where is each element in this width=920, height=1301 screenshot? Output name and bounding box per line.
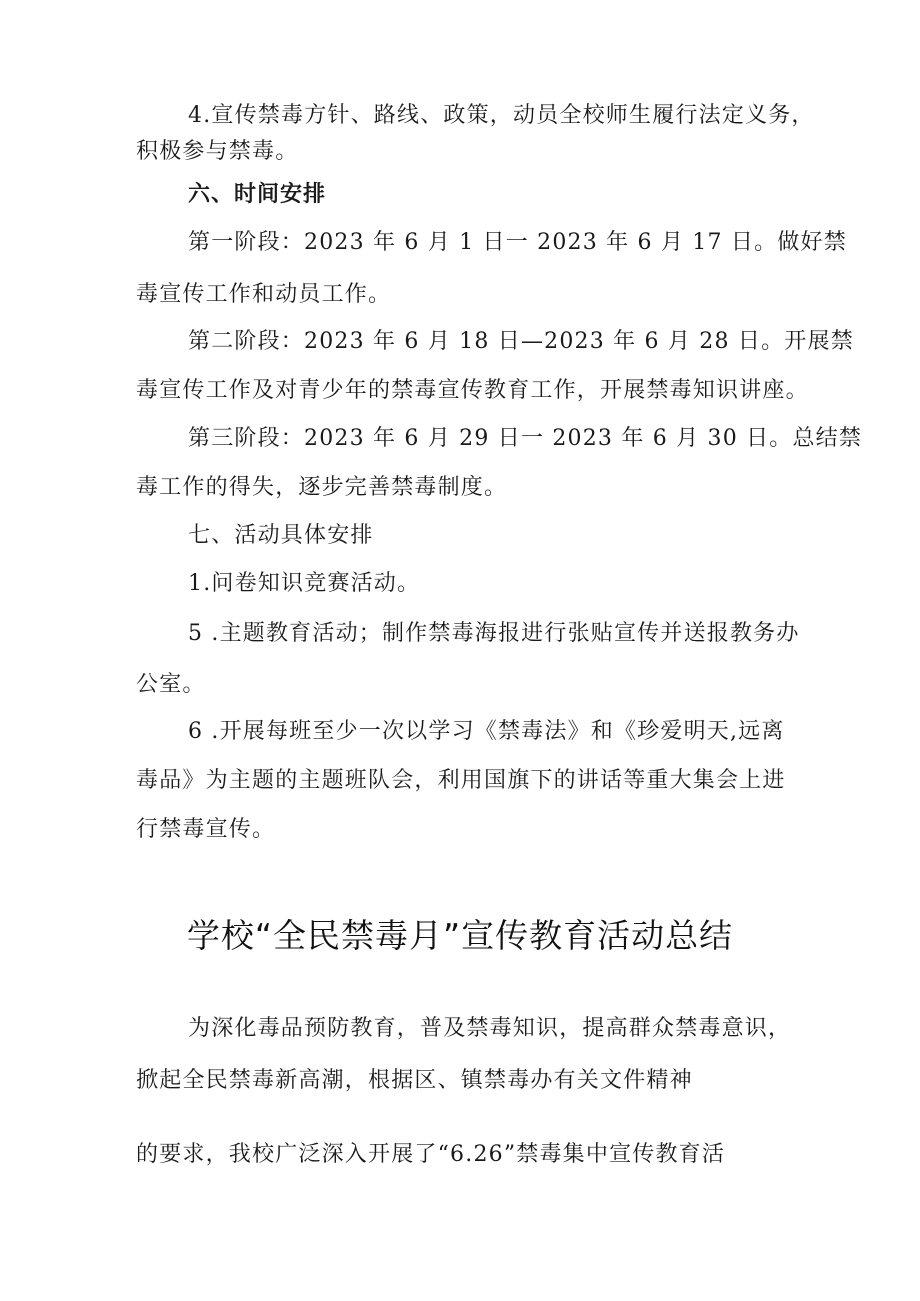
heading-activities: 七、活动具体安排 (188, 523, 374, 548)
activity6-line2: 毒品》为主题的主题班队会，利用国旗下的讲话等重大集会上进 (136, 768, 786, 793)
summary-title: 学校“全民禁毒月”宣传教育活动总结 (186, 916, 734, 955)
activity5-line1: 5 .主题教育活动；制作禁毒海报进行张贴宣传并送报教务办 (188, 621, 800, 646)
phase2-line1: 第二阶段：2023 年 6 月 18 日—2023 年 6 月 28 日。开展禁 (188, 329, 854, 354)
phase3-line2: 毒工作的得失，逐步完善禁毒制度。 (136, 475, 508, 500)
summary-p1-line1: 为深化毒品预防教育，普及禁毒知识，提高群众禁毒意识， (188, 1016, 792, 1041)
activity6-line1: 6 .开展每班至少一次以学习《禁毒法》和《珍爱明天,远离 (188, 719, 785, 744)
item4-line1: 4.宣传禁毒方针、路线、政策，动员全校师生履行法定义务， (188, 103, 815, 128)
phase3-line1: 第三阶段：2023 年 6 月 29 日一 2023 年 6 月 30 日。总结禁 (188, 426, 863, 451)
activity6-line3: 行禁毒宣传。 (136, 817, 276, 842)
phase2-line2: 毒宣传工作及对青少年的禁毒宣传教育工作，开展禁毒知识讲座。 (136, 378, 809, 403)
summary-p2-line1: 的要求，我校广泛深入开展了“6.26”禁毒集中宣传教育活 (136, 1142, 726, 1167)
item4-line2: 积极参与禁毒。 (136, 139, 299, 164)
heading-schedule: 六、时间安排 (188, 182, 327, 207)
activity5-line2: 公室。 (136, 672, 206, 697)
activity1: 1.问卷知识竞赛活动。 (188, 571, 421, 596)
phase1-line1: 第一阶段：2023 年 6 月 1 日一 2023 年 6 月 17 日。做好禁 (188, 230, 847, 255)
summary-p1-line2: 掀起全民禁毒新高潮，根据区、镇禁毒办有关文件精神 (136, 1068, 693, 1093)
phase1-line2: 毒宣传工作和动员工作。 (136, 282, 392, 307)
